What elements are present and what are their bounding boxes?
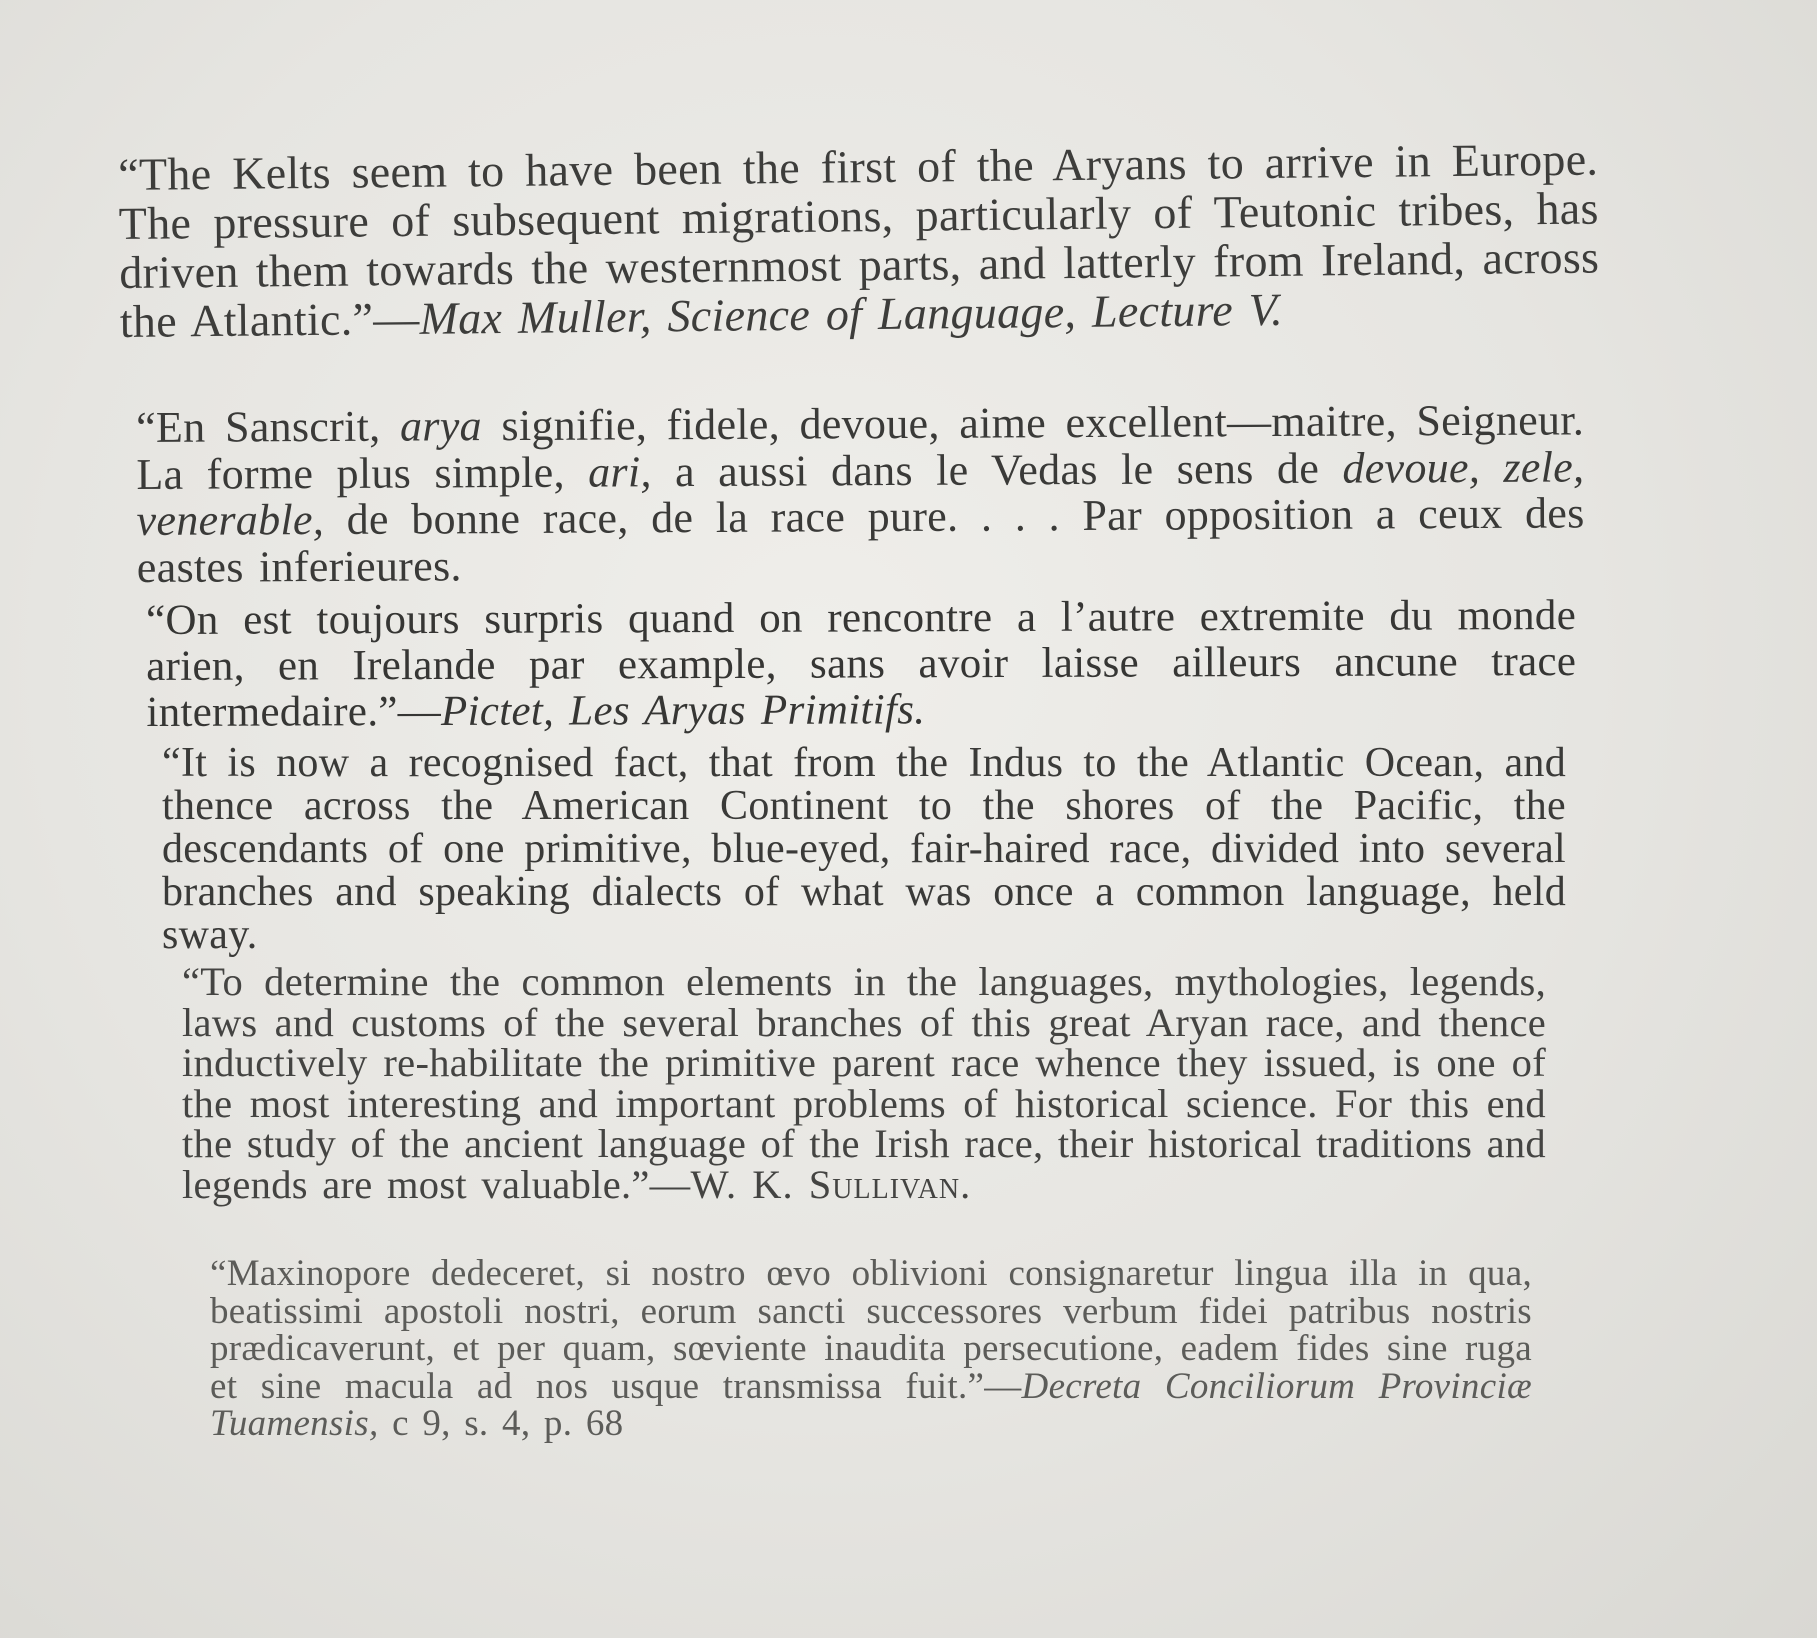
quote-emphasis: arya [399, 401, 483, 451]
quote-emphasis: devoue, zele, venerable, [136, 441, 1585, 545]
quote-sanscrit [136, 397, 1585, 591]
quote-text: “To determine the common elements in the languages, mythologies, legends, laws and customs of the several branches of this great Aryan race, and thence inductively re-habilitate the primitive parent race whence they issued, is one of the most interesting and important problems of historical science. For this end the study of the ancient language of the Irish race, their historical traditions and legends are most valuable.”— [182, 959, 1546, 1207]
quote-reference: c 9, s. 4, p. 68 [378, 1403, 624, 1444]
quote-source: Pictet, Les Aryas Primitifs. [440, 686, 926, 735]
quote-pictet [146, 593, 1576, 736]
quote-decreta [210, 1255, 1532, 1443]
quote-aryan-race [162, 742, 1566, 957]
quote-sullivan [182, 959, 1546, 1207]
quote-text-part: de bonne race, de la race pure. . . . Par opposition a ceux des eastes inferieures. [136, 488, 1585, 592]
quote-text-part: signifie, fidele, devoue, aime excellent—maitre, Seigneur. La forme plus simple, [136, 395, 1585, 499]
quote-text: “It is now a recognised fact, that from the Indus to the Atlantic Ocean, and thence across the American Continent to the shores of the Pacific, the descendants of one primitive, blue-eyed, fair-haired race, divided into several branches and speaking dialects of what was once a common language, held sway. [162, 740, 1566, 958]
quote-text: “Maxinopore dedeceret, si nostro œvo oblivioni consignaretur lingua illa in qua, beatissimi apostoli nostri, eorum sancti successores verbum fidei patribus nostris prædicaverunt, et per quam, sœviente inaudita persecutione, eadem fides sine ruga et sine macula ad nos usque transmissa fuit.”— [210, 1253, 1532, 1407]
quote-source: W. K. Sullivan. [690, 1161, 972, 1207]
quote-text: “The Kelts seem to have been the first of the Aryans to arrive in Europe. The pressure of subsequent migrations, particularly of Teutonic tribes, has driven them towards the westernmost parts, and latterly from Ireland, across the Atlantic.”— [117, 133, 1600, 347]
quote-max-muller [118, 135, 1600, 346]
quote-source: Max Muller, Science of Language, Lecture V. [419, 283, 1284, 344]
quote-emphasis: ari, [588, 446, 652, 497]
quote-text-part: “En Sanscrit, [135, 401, 401, 452]
quote-source: Decreta Conciliorum Provinciæ Tuamensis, [210, 1365, 1533, 1444]
quote-text-part: a aussi dans le Vedas le sens de [651, 443, 1343, 496]
quote-text: “On est toujours surpris quand on rencontre a l’autre extremite du monde arien, en Irelande par example, sans avoir laisse ailleurs ancune trace intermedaire.”— [145, 592, 1577, 736]
